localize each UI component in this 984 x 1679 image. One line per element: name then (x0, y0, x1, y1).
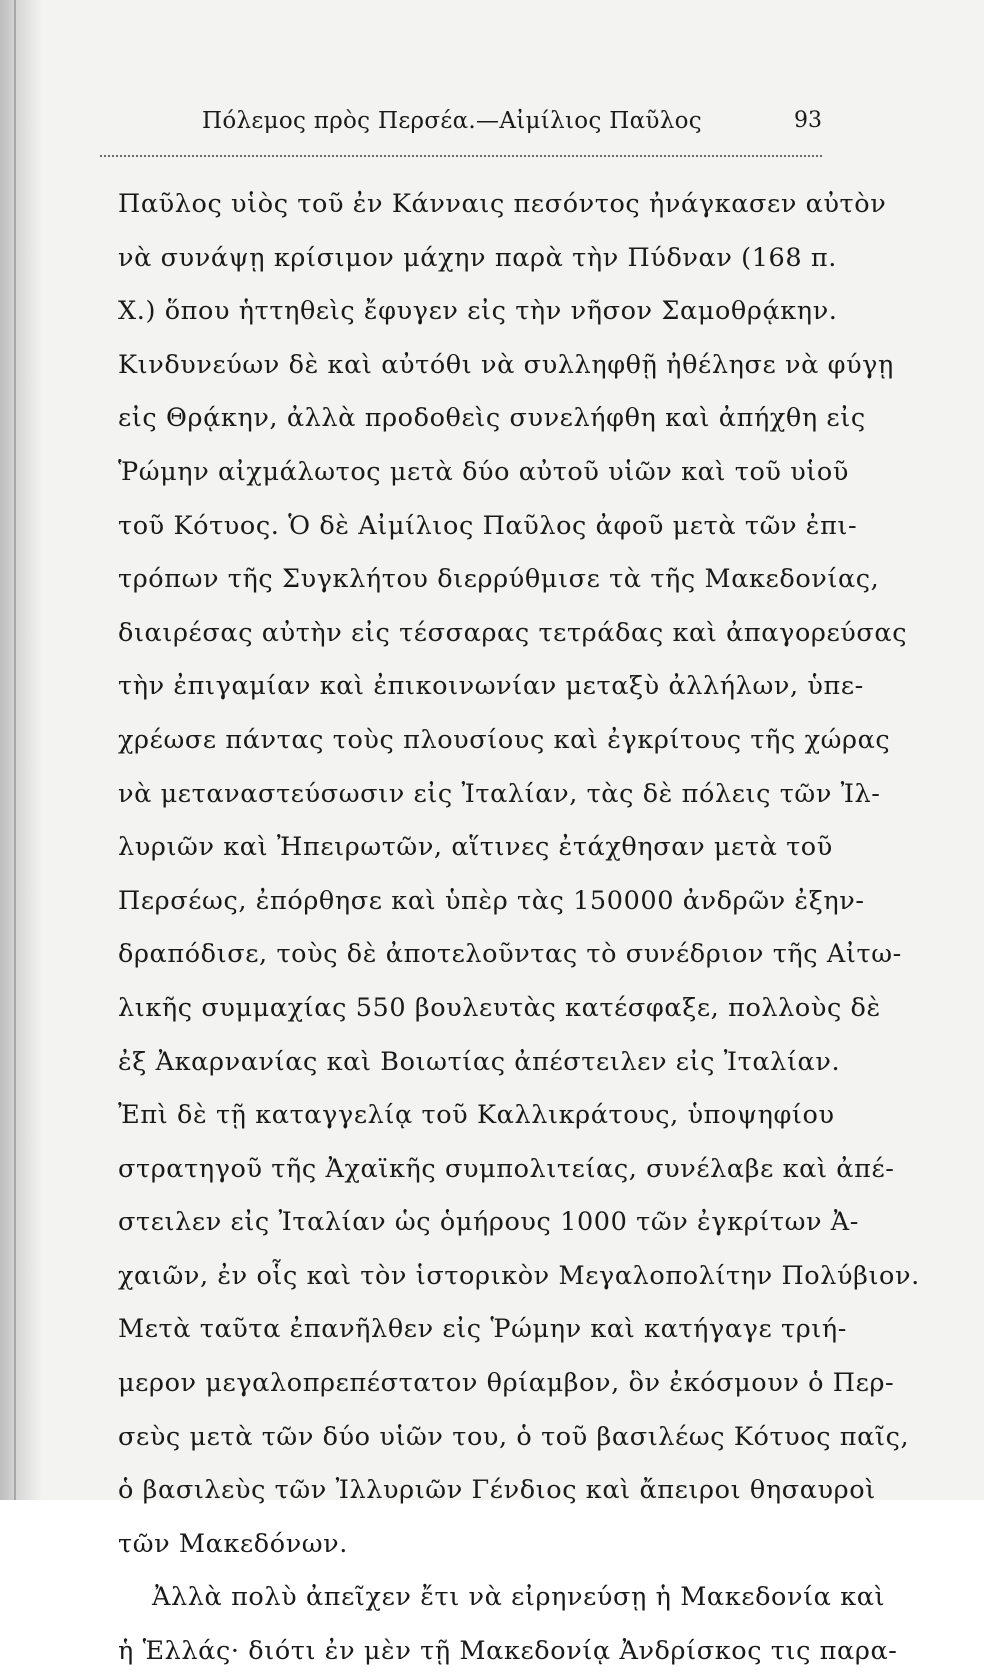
text-line: διαιρέσας αὐτὴν εἰς τέσσαρας τετράδας καὶ ἀπαγορεύσας (118, 617, 908, 648)
text-line: δραπόδισε, τοὺς δὲ ἀποτελοῦντας τὸ συνέδριον τῆς Αἰτω- (118, 939, 902, 970)
paragraph-first-line: Ἀλλὰ πολὺ ἀπεῖχεν ἔτι νὰ εἰρηνεύσῃ ἡ Μακεδονία καὶ (152, 1582, 886, 1613)
header-rule (100, 155, 822, 157)
text-line: ἡ Ἑλλάς· διότι ἐν μὲν τῇ Μακεδονίᾳ Ἀνδρίσκος τις παρα- (118, 1636, 898, 1667)
text-line: νὰ συνάψῃ κρίσιμον μάχην παρὰ τὴν Πύδναν (168 π. (118, 242, 837, 273)
text-line: Περσέως, ἐπόρθησε καὶ ὑπὲρ τὰς 150000 ἀνδρῶν ἐξην- (118, 885, 865, 916)
text-line: λικῆς συμμαχίας 550 βουλευτὰς κατέσφαξε, πολλοὺς δὲ (118, 992, 881, 1023)
text-line: σεὺς μετὰ τῶν δύο υἱῶν του, ὁ τοῦ βασιλέως Κότυος παῖς, (118, 1421, 910, 1452)
text-line: Κινδυνεύων δὲ καὶ αὐτόθι νὰ συλληφθῇ ἠθέλησε νὰ φύγῃ (118, 349, 894, 380)
text-line: Ῥώμην αἰχμάλωτος μετὰ δύο αὐτοῦ υἱῶν καὶ τοῦ υἱοῦ (118, 456, 849, 487)
text-line: Μετὰ ταῦτα ἐπανῆλθεν εἰς Ῥώμην καὶ κατήγαγε τριή- (118, 1314, 847, 1345)
text-line: ἐξ Ἀκαρνανίας καὶ Βοιωτίας ἀπέστειλεν εἰς Ἰταλίαν. (118, 1046, 841, 1077)
body-text (118, 178, 920, 1679)
page-number: 93 (794, 108, 822, 133)
text-line: ὁ βασιλεὺς τῶν Ἰλλυριῶν Γένδιος καὶ ἄπειροι θησαυροὶ (118, 1475, 876, 1506)
text-line: εἰς Θρᾴκην, ἀλλὰ προδοθεὶς συνελήφθη καὶ ἀπήχθη εἰς (118, 403, 866, 434)
text-line: νὰ μεταναστεύσωσιν εἰς Ἰταλίαν, τὰς δὲ πόλεις τῶν Ἰλ- (118, 778, 881, 809)
text-line: χρέωσε πάντας τοὺς πλουσίους καὶ ἐγκρίτους τῆς χώρας (118, 724, 891, 755)
text-line: τοῦ Κότυος. Ὁ δὲ Αἰμίλιος Παῦλος ἀφοῦ μετὰ τῶν ἐπι- (118, 510, 858, 541)
page-edge-line (14, 0, 16, 1500)
text-line: Χ.) ὅπου ἡττηθεὶς ἔφυγεν εἰς τὴν νῆσον Σαμοθρᾴκην. (118, 296, 838, 327)
text-line: μερον μεγαλοπρεπέστατον θρίαμβον, ὃν ἐκόσμουν ὁ Περ- (118, 1368, 895, 1399)
running-head: Πόλεμος πρὸς Περσέα.—Αἰμίλιος Παῦλος (202, 108, 702, 134)
text-line: Ἐπὶ δὲ τῇ καταγγελίᾳ τοῦ Καλλικράτους, ὑποψηφίου (118, 1100, 835, 1131)
text-line: χαιῶν, ἐν οἷς καὶ τὸν ἱστορικὸν Μεγαλοπολίτην Πολύβιον. (118, 1260, 920, 1291)
paragraph-last-line: τῶν Μακεδόνων. (118, 1528, 348, 1559)
page-edge-shadow (0, 0, 42, 1500)
text-line: τρόπων τῆς Συγκλήτου διερρύθμισε τὰ τῆς Μακεδονίας, (118, 564, 880, 595)
text-line: τὴν ἐπιγαμίαν καὶ ἐπικοινωνίαν μεταξὺ ἀλλήλων, ὑπε- (118, 671, 864, 702)
text-line: στειλεν εἰς Ἰταλίαν ὡς ὁμήρους 1000 τῶν ἐγκρίτων Ἀ- (118, 1207, 860, 1238)
text-line: λυριῶν καὶ Ἠπειρωτῶν, αἵτινες ἐτάχθησαν μετὰ τοῦ (118, 832, 833, 863)
text-line: Παῦλος υἱὸς τοῦ ἐν Κάνναις πεσόντος ἠνάγκασεν αὐτὸν (118, 189, 887, 219)
page-header (100, 100, 826, 148)
text-line: στρατηγοῦ τῆς Ἀχαϊκῆς συμπολιτείας, συνέλαβε καὶ ἀπέ- (118, 1153, 895, 1184)
